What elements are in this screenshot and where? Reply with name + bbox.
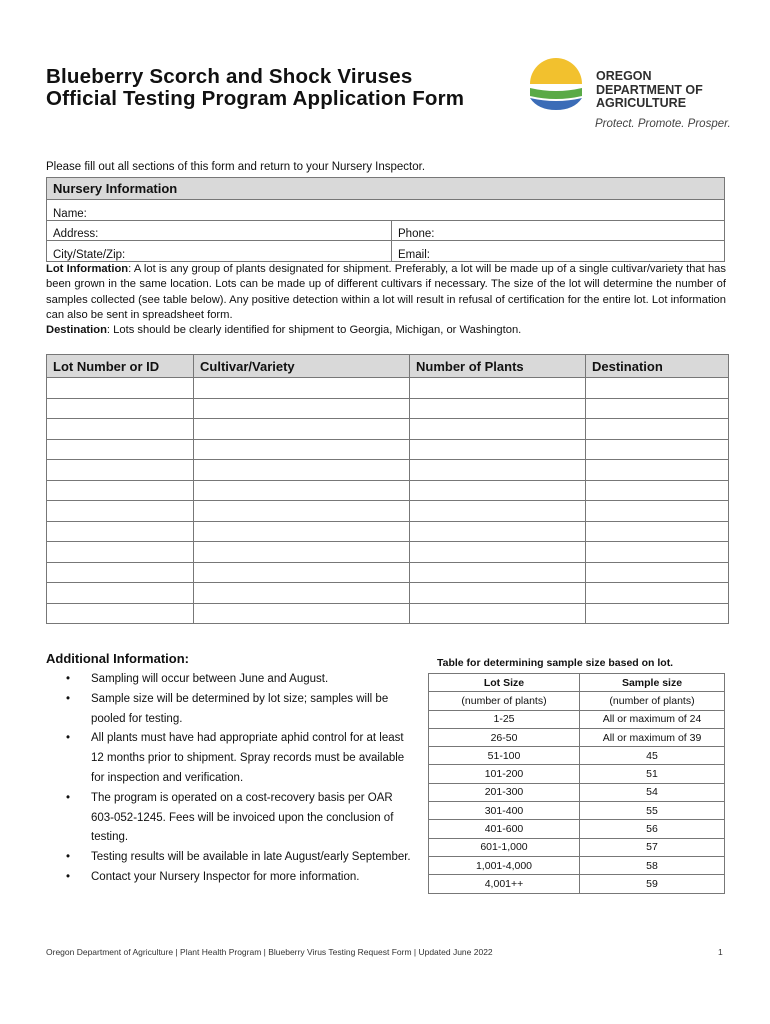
lot-cell[interactable] [410,583,586,604]
lot-cell[interactable] [47,521,194,542]
lot-info-label: Lot Information [46,263,129,275]
lot-cell[interactable] [194,480,410,501]
table-row [47,542,729,563]
title-line-1: Blueberry Scorch and Shock Viruses [46,65,413,88]
list-item: • Testing results will be available in late August/early September. [66,848,418,868]
email-field[interactable]: Email: [392,241,725,262]
sample-size-cell: 51 [580,765,725,783]
lot-size-cell: 101-200 [429,765,580,783]
city-state-zip-field[interactable]: City/State/Zip: [47,241,392,262]
list-item: • Contact your Nursery Inspector for more information. [66,868,418,888]
lot-info-paragraph [46,262,726,338]
lot-size-cell: 4,001++ [429,875,580,893]
lot-cell[interactable] [194,460,410,481]
table-row [429,710,725,728]
sample-size-header: Sample size [580,674,725,692]
table-row [47,460,729,481]
table-row [47,378,729,399]
lot-cell[interactable] [194,419,410,440]
list-item: • All plants must have had appropriate aphid control for at least 12 months prior to shipment. Spray records must be available for inspection and verification. [66,729,418,788]
table-row [429,802,725,820]
lot-cell[interactable] [410,501,586,522]
lot-size-cell: 51-100 [429,747,580,765]
table-row [47,501,729,522]
sample-size-cell: All or maximum of 24 [580,710,725,728]
sample-size-cell: 45 [580,747,725,765]
lot-cell[interactable] [410,521,586,542]
additional-info-list [66,670,418,888]
lot-cell[interactable] [586,398,729,419]
name-field[interactable]: Name: [47,200,725,221]
logo-wordmark: OREGON DEPARTMENT OF AGRICULTURE [596,69,703,110]
lot-cell[interactable] [410,439,586,460]
lot-cell[interactable] [410,460,586,481]
lot-number-header: Lot Number or ID [47,355,194,378]
destination-label: Destination [46,324,107,337]
address-field[interactable]: Address: [47,220,392,241]
sample-table-caption: Table for determining sample size based on lot. [437,657,674,669]
lot-cell[interactable] [586,439,729,460]
lot-cell[interactable] [47,480,194,501]
lot-cell[interactable] [47,419,194,440]
sample-size-cell: 59 [580,875,725,893]
list-item: • Sample size will be determined by lot size; samples will be pooled for testing. [66,690,418,730]
lot-cell[interactable] [586,521,729,542]
lot-size-cell: 601-1,000 [429,838,580,856]
table-row [47,398,729,419]
table-row [429,747,725,765]
lot-cell[interactable] [586,603,729,624]
lot-cell[interactable] [410,378,586,399]
lot-cell[interactable] [194,378,410,399]
cultivar-header: Cultivar/Variety [194,355,410,378]
table-row [429,875,725,893]
lot-cell[interactable] [410,603,586,624]
lot-cell[interactable] [47,501,194,522]
lot-cell[interactable] [194,398,410,419]
lot-cell[interactable] [194,501,410,522]
list-item: • Sampling will occur between June and August. [66,670,418,690]
lot-cell[interactable] [47,603,194,624]
lot-cell[interactable] [586,460,729,481]
nursery-info-heading: Nursery Information [47,178,725,200]
lot-cell[interactable] [586,583,729,604]
destination-header: Destination [586,355,729,378]
nursery-info-table [46,177,725,262]
sample-size-cell: 57 [580,838,725,856]
lot-cell[interactable] [410,480,586,501]
lot-cell[interactable] [194,583,410,604]
lot-size-cell: 301-400 [429,802,580,820]
lot-cell[interactable] [194,521,410,542]
intro-text: Please fill out all sections of this form and return to your Nursery Inspector. [46,161,426,173]
tagline: Protect. Promote. Prosper. [595,118,731,130]
lot-size-cell: 26-50 [429,728,580,746]
lot-cell[interactable] [410,419,586,440]
lot-cell[interactable] [586,480,729,501]
lot-cell[interactable] [586,378,729,399]
lot-info-text: : A lot is any group of plants designated for shipment. Preferably, a lot will be made up of a single cultivar/variety that has been grown in the same location. Lots can be made up of different cultivars if necessary. The size of the lot will determine the number of samples collected (see table below). Any positive detection within a lot will result in refusal of certification for the entire lot. Lot information can also be sent in spreadsheet form. [46,263,727,321]
table-row [429,820,725,838]
lot-cell[interactable] [410,542,586,563]
sample-size-cell: All or maximum of 39 [580,728,725,746]
lot-cell[interactable] [47,398,194,419]
table-row [47,583,729,604]
page-number: 1 [718,947,723,957]
lot-cell[interactable] [410,562,586,583]
lot-cell[interactable] [586,501,729,522]
sample-size-body [429,710,725,893]
table-row [429,838,725,856]
table-row [47,562,729,583]
page-footer: Oregon Department of Agriculture | Plant Health Program | Blueberry Virus Testing Request Form | Updated June 2022 [46,947,493,957]
sample-size-cell: 55 [580,802,725,820]
lot-cell[interactable] [194,562,410,583]
lot-cell[interactable] [47,583,194,604]
lot-cell[interactable] [47,542,194,563]
lot-cell[interactable] [586,419,729,440]
lot-cell[interactable] [47,562,194,583]
lot-size-subheader: (number of plants) [429,692,580,710]
lot-cell[interactable] [586,562,729,583]
phone-field[interactable]: Phone: [392,220,725,241]
sample-size-table [428,673,725,894]
title-line-2: Official Testing Program Application Form [46,87,465,110]
destination-text: : Lots should be clearly identified for shipment to Georgia, Michigan, or Washington. [106,324,522,337]
lots-table-body [47,378,729,624]
additional-info-heading: Additional Information: [46,651,189,666]
lot-cell[interactable] [47,460,194,481]
sample-size-subheader: (number of plants) [580,692,725,710]
lot-cell[interactable] [47,439,194,460]
lots-table [46,354,729,624]
lot-cell[interactable] [586,542,729,563]
lot-cell[interactable] [47,378,194,399]
lot-size-header: Lot Size [429,674,580,692]
table-row [47,480,729,501]
table-row [429,856,725,874]
lot-cell[interactable] [194,439,410,460]
table-row [429,728,725,746]
number-of-plants-header: Number of Plants [410,355,586,378]
lot-size-cell: 1,001-4,000 [429,856,580,874]
table-row [47,419,729,440]
table-row [47,439,729,460]
lot-cell[interactable] [194,542,410,563]
table-row [47,521,729,542]
lot-size-cell: 401-600 [429,820,580,838]
lot-cell[interactable] [194,603,410,624]
lot-cell[interactable] [410,398,586,419]
table-row [429,783,725,801]
table-row [47,603,729,624]
list-item: • The program is operated on a cost-recovery basis per OAR 603-052-1245. Fees will be invoiced upon the conclusion of testing. [66,789,418,848]
sample-size-cell: 56 [580,820,725,838]
lot-size-cell: 1-25 [429,710,580,728]
sample-size-cell: 54 [580,783,725,801]
table-row [429,765,725,783]
lot-size-cell: 201-300 [429,783,580,801]
form-title [46,66,464,110]
sample-size-cell: 58 [580,856,725,874]
